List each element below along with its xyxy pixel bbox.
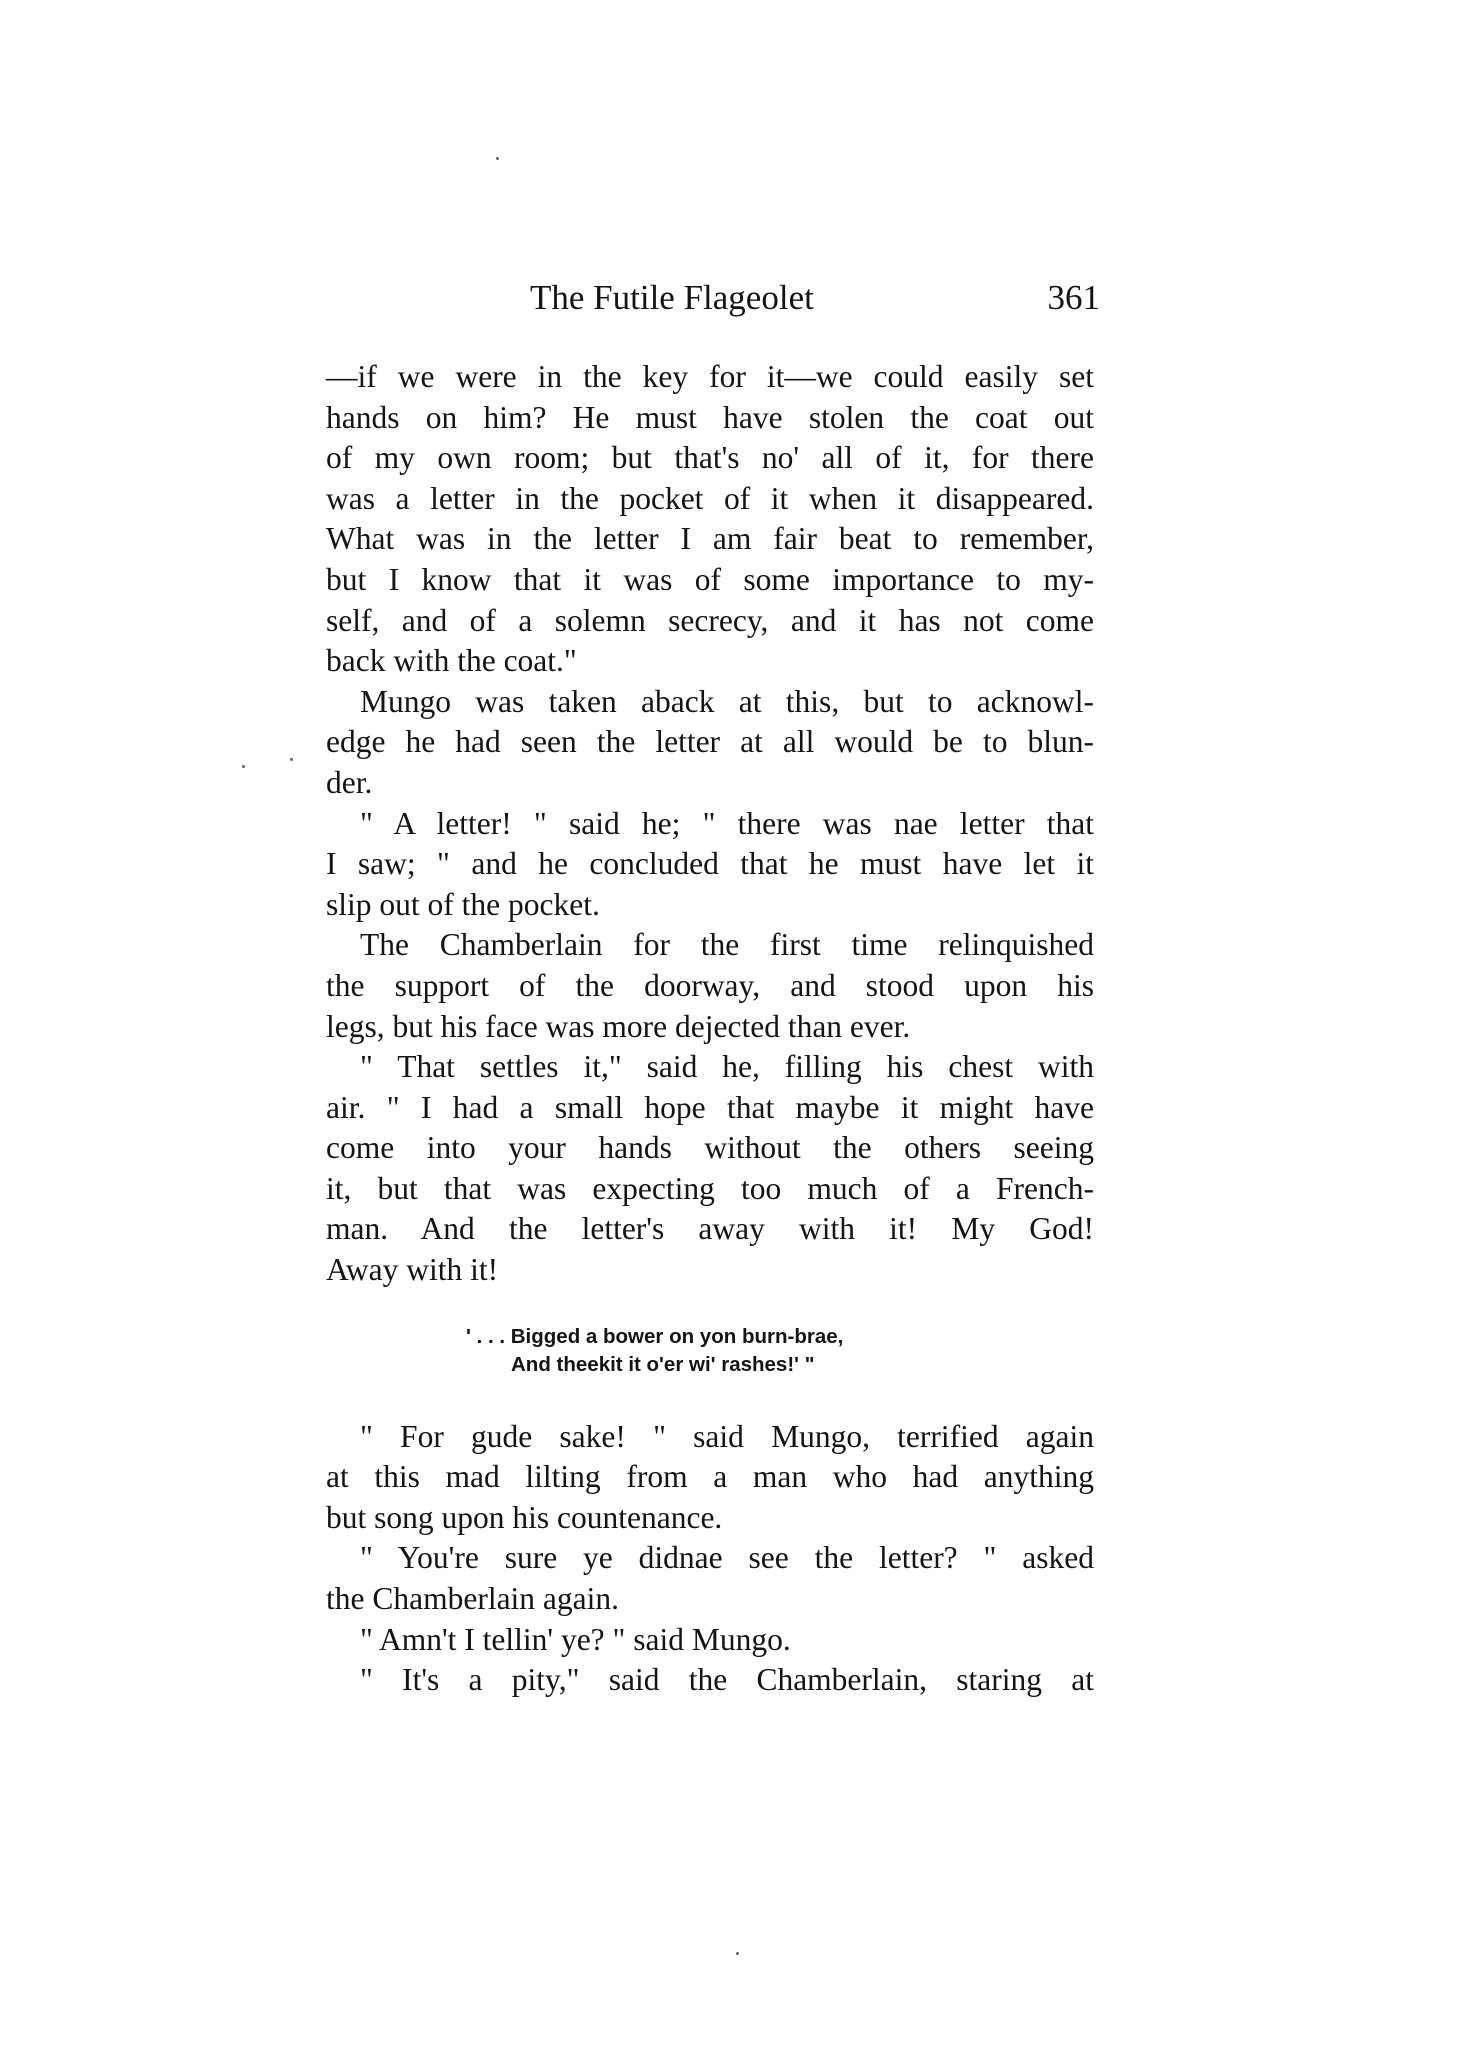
text-line: self, and of a solemn secrecy, and it has not come xyxy=(326,602,1094,638)
text-line: but song upon his countenance. xyxy=(326,1499,723,1535)
text-line: " It's a pity," said the Chamberlain, staring at xyxy=(360,1662,1094,1698)
verse-quotation xyxy=(326,1323,1094,1379)
text-line: man. And the letter's away with it! My God! xyxy=(326,1211,1094,1247)
text-line: " A letter! " said he; " there was nae letter that xyxy=(360,805,1094,841)
text-line: der. xyxy=(326,764,373,800)
text-line: " Amn't I tellin' ye? " said Mungo. xyxy=(360,1621,791,1657)
text-line: slip out of the pocket. xyxy=(326,886,600,922)
paragraph xyxy=(326,1417,1094,1539)
text-line: the support of the doorway, and stood upon his xyxy=(326,967,1094,1003)
text-line: Away with it! xyxy=(326,1252,499,1288)
text-line: " That settles it," said he, filling his chest with xyxy=(360,1049,1094,1085)
verse-line: ' . . . Bigged a bower on yon burn-brae, xyxy=(466,1324,844,1348)
scan-speck xyxy=(496,157,499,160)
text-line: Mungo was taken aback at this, but to acknowl- xyxy=(360,683,1094,719)
paragraph xyxy=(326,925,1094,1047)
text-line: legs, but his face was more dejected than ever. xyxy=(326,1008,911,1044)
page-number: 361 xyxy=(1047,278,1100,317)
scan-speck xyxy=(290,758,293,761)
text-line: it, but that was expecting too much of a French- xyxy=(326,1170,1094,1206)
text-line: but I know that it was of some importance to my- xyxy=(326,561,1094,597)
paragraph xyxy=(326,682,1094,804)
scan-speck xyxy=(242,765,245,768)
text-line: " For gude sake! " said Mungo, terrified again xyxy=(360,1418,1094,1454)
text-line: " You're sure ye didnae see the letter? " asked xyxy=(360,1540,1094,1576)
scan-speck xyxy=(736,1952,739,1955)
text-line: at this mad lilting from a man who had anything xyxy=(326,1459,1094,1495)
text-line: of my own room; but that's no' all of it, for there xyxy=(326,440,1094,476)
text-line: come into your hands without the others seeing xyxy=(326,1130,1094,1166)
text-line: —if we were in the key for it—we could easily set xyxy=(326,359,1094,394)
paragraph xyxy=(326,1620,1094,1661)
paragraph xyxy=(326,804,1094,926)
text-line: was a letter in the pocket of it when it disappeared. xyxy=(326,480,1094,516)
text-line: I saw; " and he concluded that he must have let it xyxy=(326,846,1094,882)
paragraph xyxy=(326,357,1094,682)
running-title: The Futile Flageolet xyxy=(530,278,814,317)
text-line: the Chamberlain again. xyxy=(326,1581,620,1617)
paragraph xyxy=(326,1660,1094,1701)
text-line: edge he had seen the letter at all would be to blun- xyxy=(326,724,1094,760)
verse-line: And theekit it o'er wi' rashes!' " xyxy=(511,1352,815,1376)
text-line: hands on him? He must have stolen the coat out xyxy=(326,399,1094,435)
text-line: The Chamberlain for the first time relinquished xyxy=(360,927,1094,963)
text-line: back with the coat." xyxy=(326,643,577,679)
running-header xyxy=(530,278,1100,338)
body-text xyxy=(326,357,1094,1701)
text-line: air. " I had a small hope that maybe it might have xyxy=(326,1089,1094,1125)
text-line: What was in the letter I am fair beat to remember, xyxy=(326,521,1094,557)
paragraph xyxy=(326,1047,1094,1291)
paragraph xyxy=(326,1538,1094,1619)
